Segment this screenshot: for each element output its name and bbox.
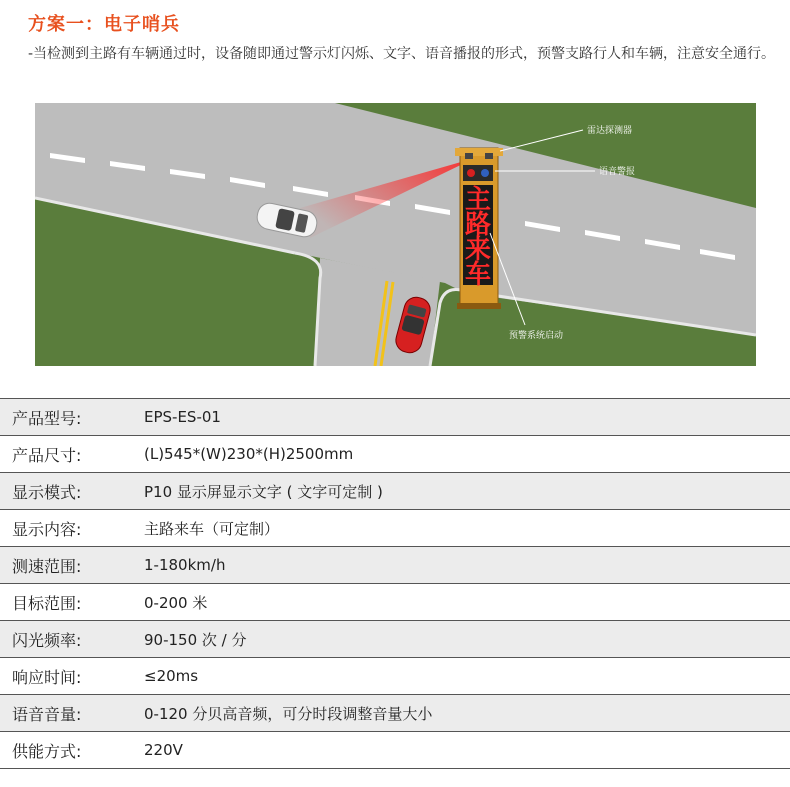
- sign-char-4: 车: [464, 260, 492, 290]
- spec-value: 90-150 次 / 分: [122, 621, 790, 658]
- warning-sign-device: [455, 148, 503, 309]
- spec-value: (L)545*(W)230*(H)2500mm: [122, 436, 790, 473]
- sign-char-2: 路: [464, 210, 492, 240]
- spec-row: [0, 436, 790, 473]
- spec-row: [0, 473, 790, 510]
- spec-label: 产品型号:: [0, 399, 122, 436]
- spec-label: 供能方式:: [0, 732, 122, 769]
- spec-value: P10 显示屏显示文字 ( 文字可定制 ): [122, 473, 790, 510]
- spec-label: 显示模式:: [0, 473, 122, 510]
- spec-value: 0-200 米: [122, 584, 790, 621]
- spec-value: EPS-ES-01: [122, 399, 790, 436]
- callout-warning: 预警系统启动: [509, 331, 564, 341]
- spec-row: [0, 547, 790, 584]
- spec-value: 主路来车（可定制）: [122, 510, 790, 547]
- spec-value: 1-180km/h: [122, 547, 790, 584]
- spec-label: 产品尺寸:: [0, 436, 122, 473]
- spec-label: 响应时间:: [0, 658, 122, 695]
- callout-voice: 语音警报: [599, 167, 636, 177]
- spec-row: [0, 399, 790, 436]
- spec-label: 显示内容:: [0, 510, 122, 547]
- spec-value: 220V: [122, 732, 790, 769]
- spec-row: [0, 584, 790, 621]
- callout-radar: 雷达探测器: [587, 126, 633, 136]
- spec-row: [0, 695, 790, 732]
- spec-row: [0, 510, 790, 547]
- spec-value: 0-120 分贝高音频，可分时段调整音量大小: [122, 695, 790, 732]
- spec-table: [0, 398, 790, 769]
- spec-value: ≤20ms: [122, 658, 790, 695]
- spec-row: [0, 621, 790, 658]
- intersection-illustration: [35, 103, 756, 366]
- spec-row: [0, 658, 790, 695]
- spec-label: 闪光频率:: [0, 621, 122, 658]
- page-title: 方案一：电子哨兵: [28, 14, 180, 35]
- sign-char-1: 主: [464, 185, 492, 215]
- scheme-description: -当检测到主路有车辆通过时，设备随即通过警示灯闪烁、文字、语音播报的形式，预警支路行人和车辆，注意安全通行。: [28, 46, 776, 62]
- spec-label: 目标范围:: [0, 584, 122, 621]
- spec-label: 测速范围:: [0, 547, 122, 584]
- sign-char-3: 来: [464, 235, 492, 265]
- spec-label: 语音音量:: [0, 695, 122, 732]
- spec-row: [0, 732, 790, 769]
